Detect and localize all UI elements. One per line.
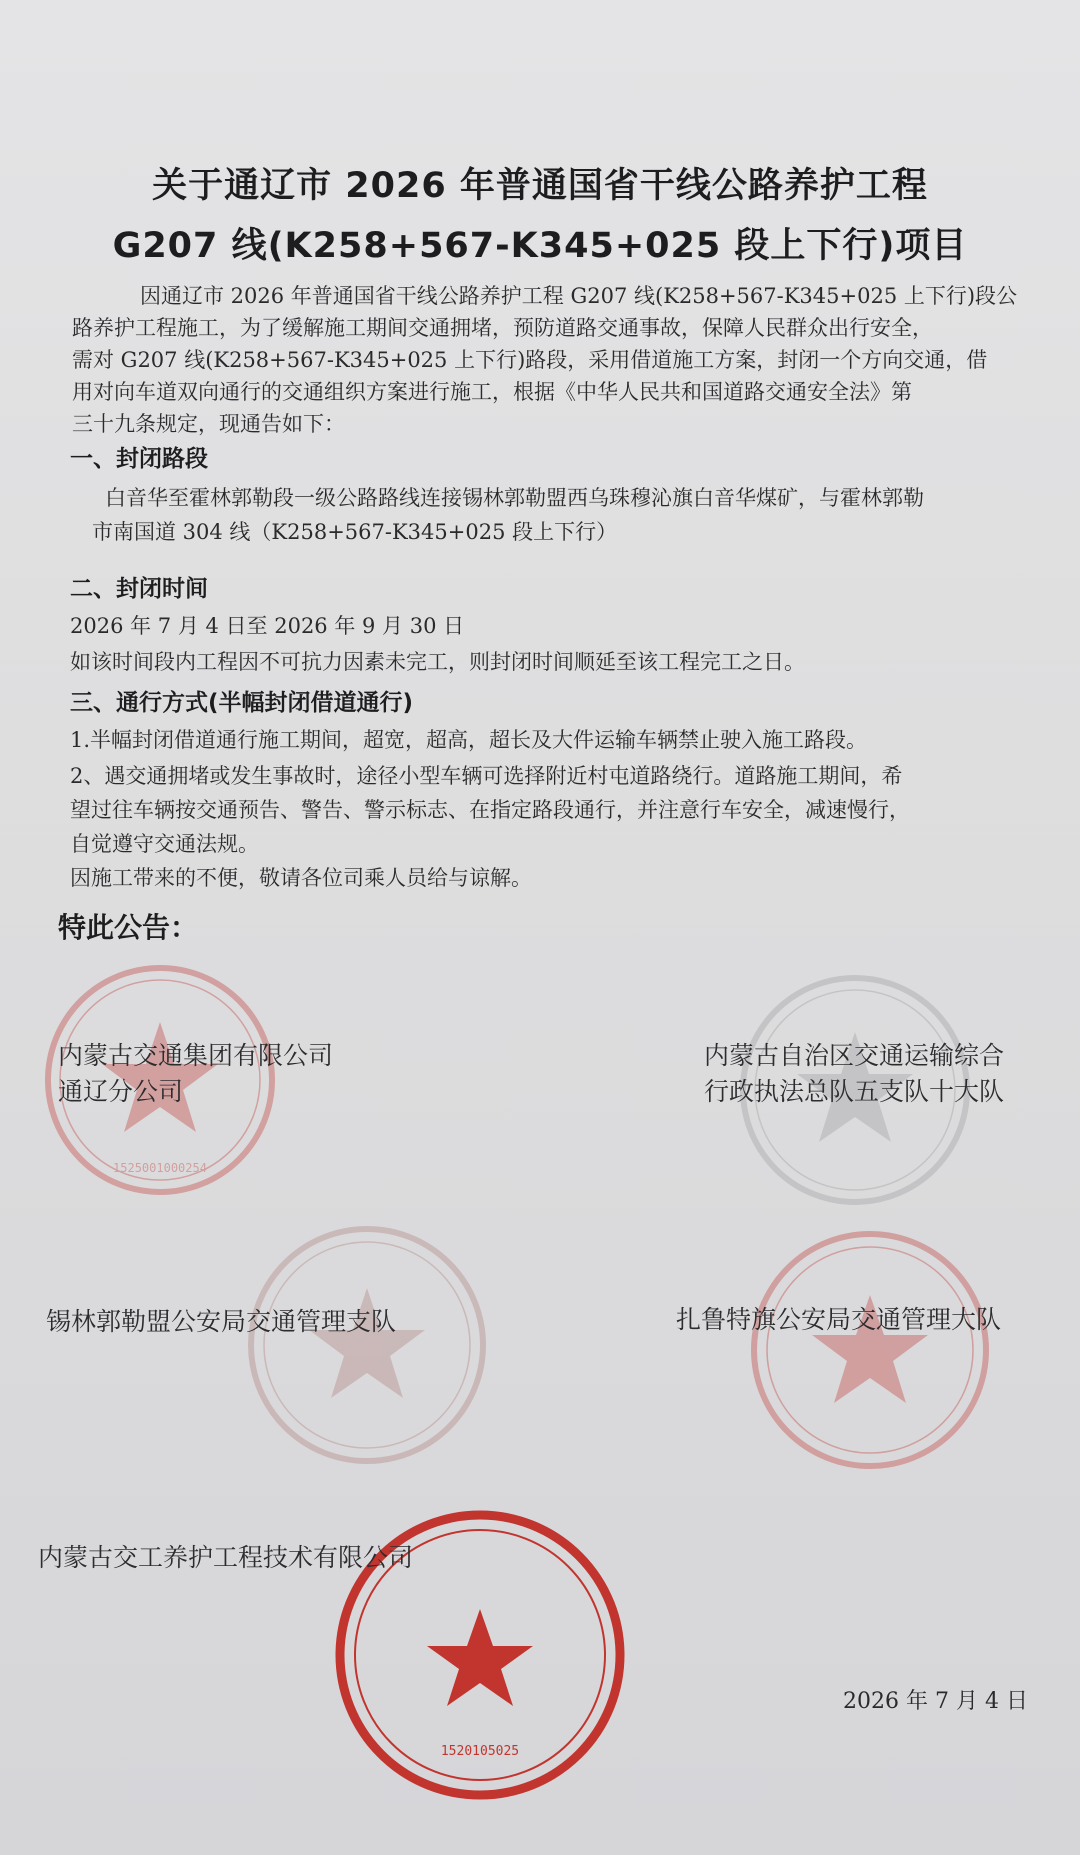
signature-communications-group: 内蒙古交通集团有限公司 (58, 1041, 334, 1070)
intro-line: 三十九条规定，现通告如下： (72, 412, 345, 436)
section1-heading: 一、封闭路段 (70, 446, 208, 472)
section3-line: 因施工带来的不便，敬请各位司乘人员给与谅解。 (70, 866, 532, 890)
notice-title-line2: G207 线(K258+567-K345+025 段上下行)项目 (112, 226, 968, 266)
seal-jarud-police (745, 1225, 995, 1475)
signature-jarud-police: 扎鲁特旗公安局交通管理大队 (676, 1305, 1002, 1334)
intro-line: 因通辽市 2026 年普通国省干线公路养护工程 G207 线(K258+567-K345+025 上下行)段公 (140, 284, 1018, 308)
seal5-code: 1520105025 (440, 1744, 520, 1759)
notice-date: 2026 年 7 月 4 日 (843, 1689, 1028, 1714)
section2-line: 2026 年 7 月 4 日至 2026 年 9 月 30 日 (70, 614, 465, 638)
section3-line: 2、遇交通拥堵或发生事故时，途径小型车辆可选择附近村屯道路绕行。道路施工期间，希 (70, 764, 903, 788)
section3-line: 自觉遵守交通法规。 (70, 832, 259, 856)
section1-line: 市南国道 304 线（K258+567-K345+025 段上下行） (92, 520, 618, 544)
intro-line: 用对向车道双向通行的交通组织方案进行施工，根据《中华人民共和国道路交通安全法》第 (72, 380, 912, 404)
section3-line: 望过往车辆按交通预告、警告、警示标志、在指定路段通行，并注意行车安全，减速慢行， (70, 798, 910, 822)
intro-line: 路养护工程施工，为了缓解施工期间交通拥堵，预防道路交通事故，保障人民群众出行安全， (72, 316, 933, 340)
section2-line: 如该时间段内工程因不可抗力因素未完工，则封闭时间顺延至该工程完工之日。 (70, 650, 805, 674)
seal1-code: 1525001000254 (113, 1161, 207, 1175)
signature-law-enforcement-unit: 行政执法总队五支队十大队 (704, 1077, 1005, 1106)
section2-heading: 二、封闭时间 (70, 576, 208, 602)
section1-line: 白音华至霍林郭勒段一级公路路线连接锡林郭勒盟西乌珠穆沁旗白音华煤矿，与霍林郭勒 (105, 486, 924, 510)
closing-text: 特此公告： (58, 911, 199, 944)
intro-line: 需对 G207 线(K258+567-K345+025 上下行)路段，采用借道施工方案，封闭一个方向交通，借 (72, 348, 988, 372)
signature-law-enforcement: 内蒙古自治区交通运输综合 (704, 1041, 1005, 1070)
section3-line: 1.半幅封闭借道通行施工期间，超宽，超高，超长及大件运输车辆禁止驶入施工路段。 (70, 728, 868, 752)
signature-communications-group-branch: 通辽分公司 (58, 1077, 184, 1106)
signature-xilingol-police: 锡林郭勒盟公安局交通管理支队 (46, 1307, 397, 1336)
notice-title-line1: 关于通辽市 2026 年普通国省干线公路养护工程 (152, 166, 928, 206)
signature-maintenance-company: 内蒙古交工养护工程技术有限公司 (38, 1543, 414, 1572)
seal-xilingol-police (242, 1220, 492, 1470)
section3-heading: 三、通行方式(半幅封闭借道通行) (70, 690, 414, 716)
